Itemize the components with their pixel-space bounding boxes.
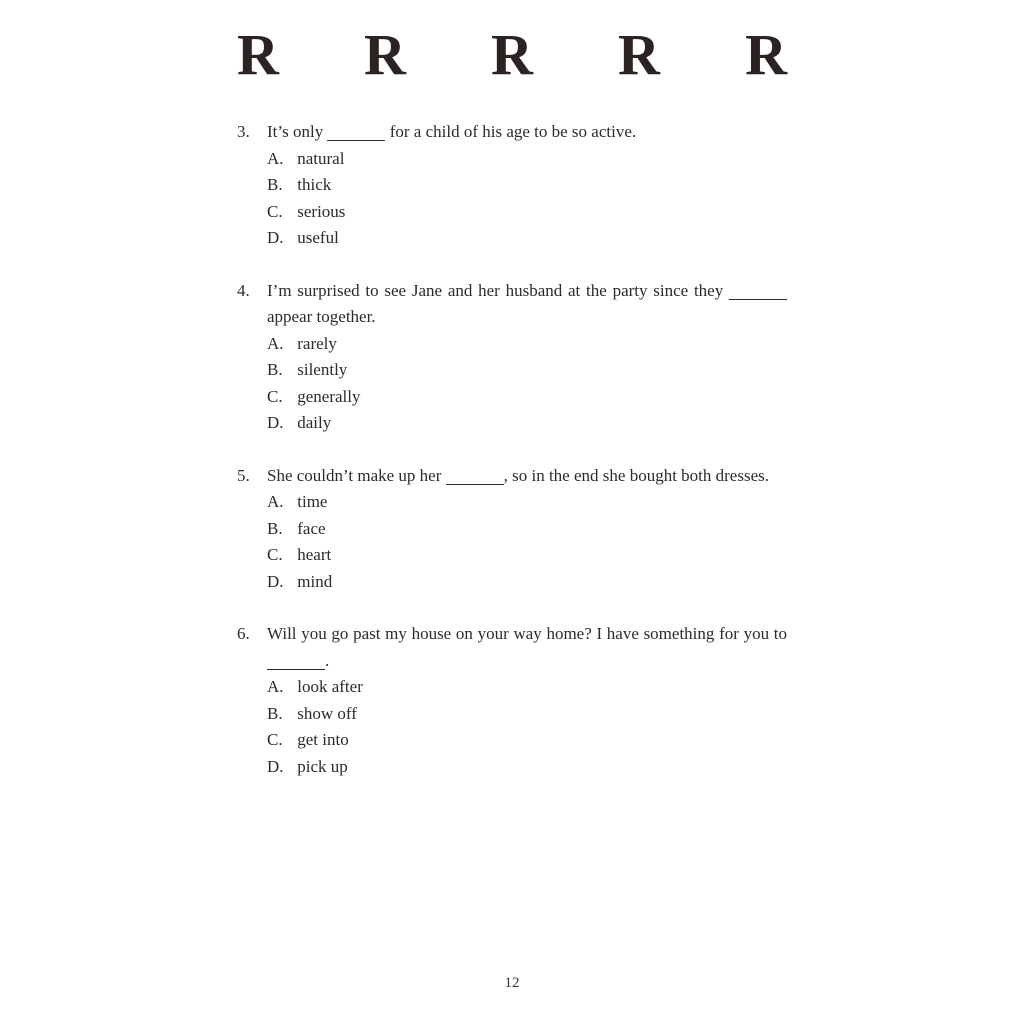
option-row [267,701,787,728]
option-text: face [297,518,326,538]
question-block-3 [237,119,787,252]
option-text: thick [297,175,332,194]
header-letters-row [237,22,787,87]
option-row [267,172,787,199]
option-row [267,199,787,226]
option-text: serious [297,201,346,221]
blank-line [327,130,385,141]
option-text: silently [297,360,348,379]
option-row [267,331,787,358]
option-row [267,674,787,701]
option-row [267,542,787,569]
header-letter: R [745,22,787,87]
question-text-line [267,463,787,490]
question-text-post: . [325,650,330,670]
option-row [267,516,787,543]
option-letter: B. [267,360,283,379]
option-letter: A. [267,677,284,696]
question-text: Will you go past my house on your way home? I have something for you to [267,624,787,643]
question-number: 3. [237,122,250,141]
option-row [267,146,787,173]
header-letter: R [364,22,406,87]
option-text: show off [297,703,357,723]
question-text-line [267,278,787,305]
option-letter: D. [267,228,284,247]
question-block-5 [237,463,787,596]
question-text-pre: I’m surprised to see Jane and her husband at the party since they [267,280,724,300]
option-letter: C. [267,730,283,749]
questions-list [237,119,787,780]
blank-line [267,659,325,670]
option-row [267,569,787,596]
header-letter: R [237,22,279,87]
option-letter: C. [267,545,283,564]
option-letter: B. [267,175,283,194]
question-number: 4. [237,280,250,300]
option-text: useful [297,228,339,247]
question-text: appear together. [267,307,376,326]
blank-line [446,474,504,485]
option-text: daily [297,413,332,432]
option-text: rarely [297,333,337,353]
question-text-pre: It’s only [267,122,324,141]
option-letter: D. [267,571,284,591]
question-text-post: for a child of his age to be so active. [389,122,637,141]
option-text: generally [297,386,361,406]
question-text-line [267,119,787,146]
question-text-line [267,648,787,675]
question-number: 6. [237,624,250,643]
option-letter: B. [267,518,283,538]
option-text: get into [297,730,349,749]
option-row [267,489,787,516]
option-letter: A. [267,333,284,353]
option-letter: D. [267,756,284,776]
option-row [267,754,787,781]
page-number: 12 [504,975,520,991]
question-text-post: , so in the end she bought both dresses. [503,465,769,485]
question-number: 5. [237,465,250,485]
option-letter: C. [267,201,283,221]
option-text: natural [297,148,345,168]
option-text: look after [297,677,363,696]
option-letter: A. [267,492,284,511]
blank-line [729,289,787,300]
option-row [267,357,787,384]
option-letter: D. [267,413,284,432]
option-row [267,384,787,411]
question-text-line [267,304,787,331]
option-row [267,410,787,437]
option-text: mind [297,571,333,591]
option-letter: A. [267,148,284,168]
header-letter: R [618,22,660,87]
question-text-pre: She couldn’t make up her [267,465,442,485]
option-text: time [297,492,328,511]
option-row [267,727,787,754]
header-letter: R [491,22,533,87]
option-text: heart [297,545,332,564]
option-text: pick up [297,756,348,776]
option-letter: B. [267,703,283,723]
question-block-4 [237,278,787,437]
question-block-6 [237,621,787,780]
page-content [237,22,787,806]
option-letter: C. [267,386,283,406]
question-text-line [267,621,787,648]
option-row [267,225,787,252]
